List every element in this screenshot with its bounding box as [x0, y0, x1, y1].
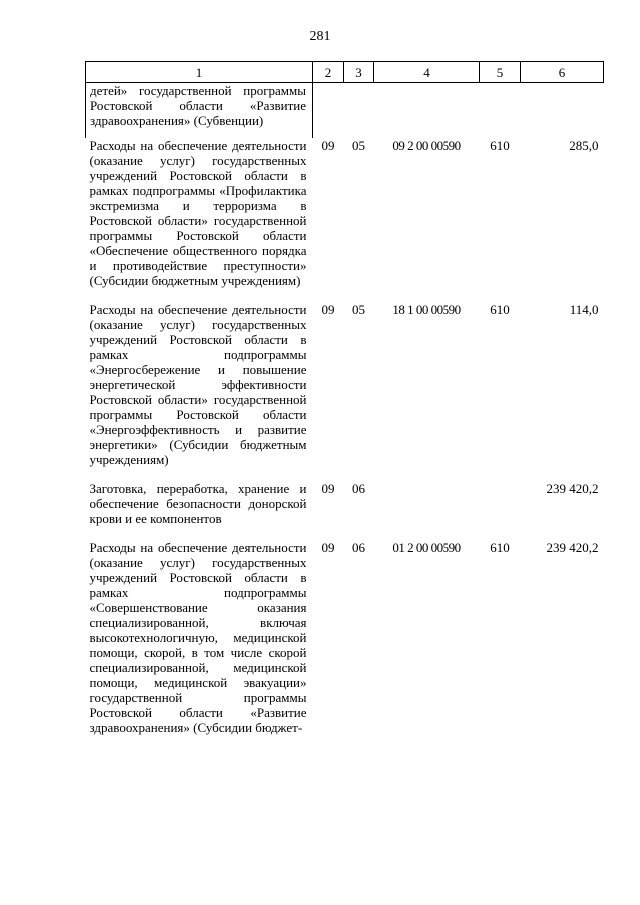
- row-description: Расходы на обеспечение деятельности (оказание услуг) государственных учреждений Ростовской области в рамках подпрограммы «Энергосбережение и повышение энергетической эффективности Ростовской области» государственной программы Ростовской области «Энергоэффективность и развитие энергетики» (Субсидии бюджетным учреждениям): [89, 302, 307, 467]
- row-section: 09: [321, 481, 335, 496]
- table-row: [86, 138, 604, 302]
- row-expense-type: 610: [490, 302, 510, 317]
- row-expense-type: [480, 481, 521, 540]
- table-row: [86, 481, 604, 540]
- table-row: [86, 302, 604, 481]
- row-description: детей» государственной программы Ростовской области «Развитие здравоохранения» (Субвенции): [86, 83, 313, 139]
- row-section: 09: [321, 302, 335, 317]
- row-description: Расходы на обеспечение деятельности (оказание услуг) государственных учреждений Ростовской области в рамках подпрограммы «Совершенствование оказания специализированной, включая высокотехнологичную, медицинской помощи, скорой, в том числе скорой специализированной, медицинской помощи, медицинской эвакуации» государственной программы Ростовской области «Развитие здравоохранения» (Субсидии бюджет-: [89, 540, 307, 735]
- header-cell-4: 4: [374, 62, 480, 83]
- row-description: Расходы на обеспечение деятельности (оказание услуг) государственных учреждений Ростовской области в рамках подпрограммы «Профилактика экстремизма и терроризма в Ростовской области» государственной программы Ростовской области «Обеспечение общественного порядка и противодействие преступности» (Субсидии бюджетным учреждениям): [89, 138, 307, 288]
- row-target-article: 09 2 00 00590: [392, 138, 461, 153]
- table-row: [86, 540, 604, 749]
- row-section: 09: [321, 540, 335, 555]
- budget-table: [85, 61, 604, 749]
- row-amount: 285,0: [569, 138, 599, 153]
- header-cell-2: 2: [313, 62, 344, 83]
- row-subsection: 06: [352, 481, 365, 496]
- row-target-article: 18 1 00 00590: [392, 302, 461, 317]
- header-cell-1: 1: [86, 62, 313, 83]
- row-target-article: 01 2 00 00590: [392, 540, 461, 555]
- header-cell-5: 5: [480, 62, 521, 83]
- continuation-row: [86, 83, 604, 139]
- row-amount: 239 420,2: [546, 540, 599, 555]
- row-section: 09: [321, 138, 335, 153]
- row-target-article: [374, 481, 480, 540]
- row-subsection: 05: [352, 302, 365, 317]
- row-amount: 114,0: [569, 302, 599, 317]
- row-subsection: 06: [352, 540, 365, 555]
- row-subsection: 05: [352, 138, 365, 153]
- page-number: 281: [309, 29, 331, 44]
- row-expense-type: 610: [490, 540, 510, 555]
- row-expense-type: 610: [490, 138, 510, 153]
- row-amount: 239 420,2: [546, 481, 599, 496]
- header-cell-3: 3: [344, 62, 374, 83]
- header-cell-6: 6: [521, 62, 604, 83]
- header-row: [86, 62, 604, 83]
- row-description: Заготовка, переработка, хранение и обеспечение безопасности донорской крови и ее компонентов: [89, 481, 307, 526]
